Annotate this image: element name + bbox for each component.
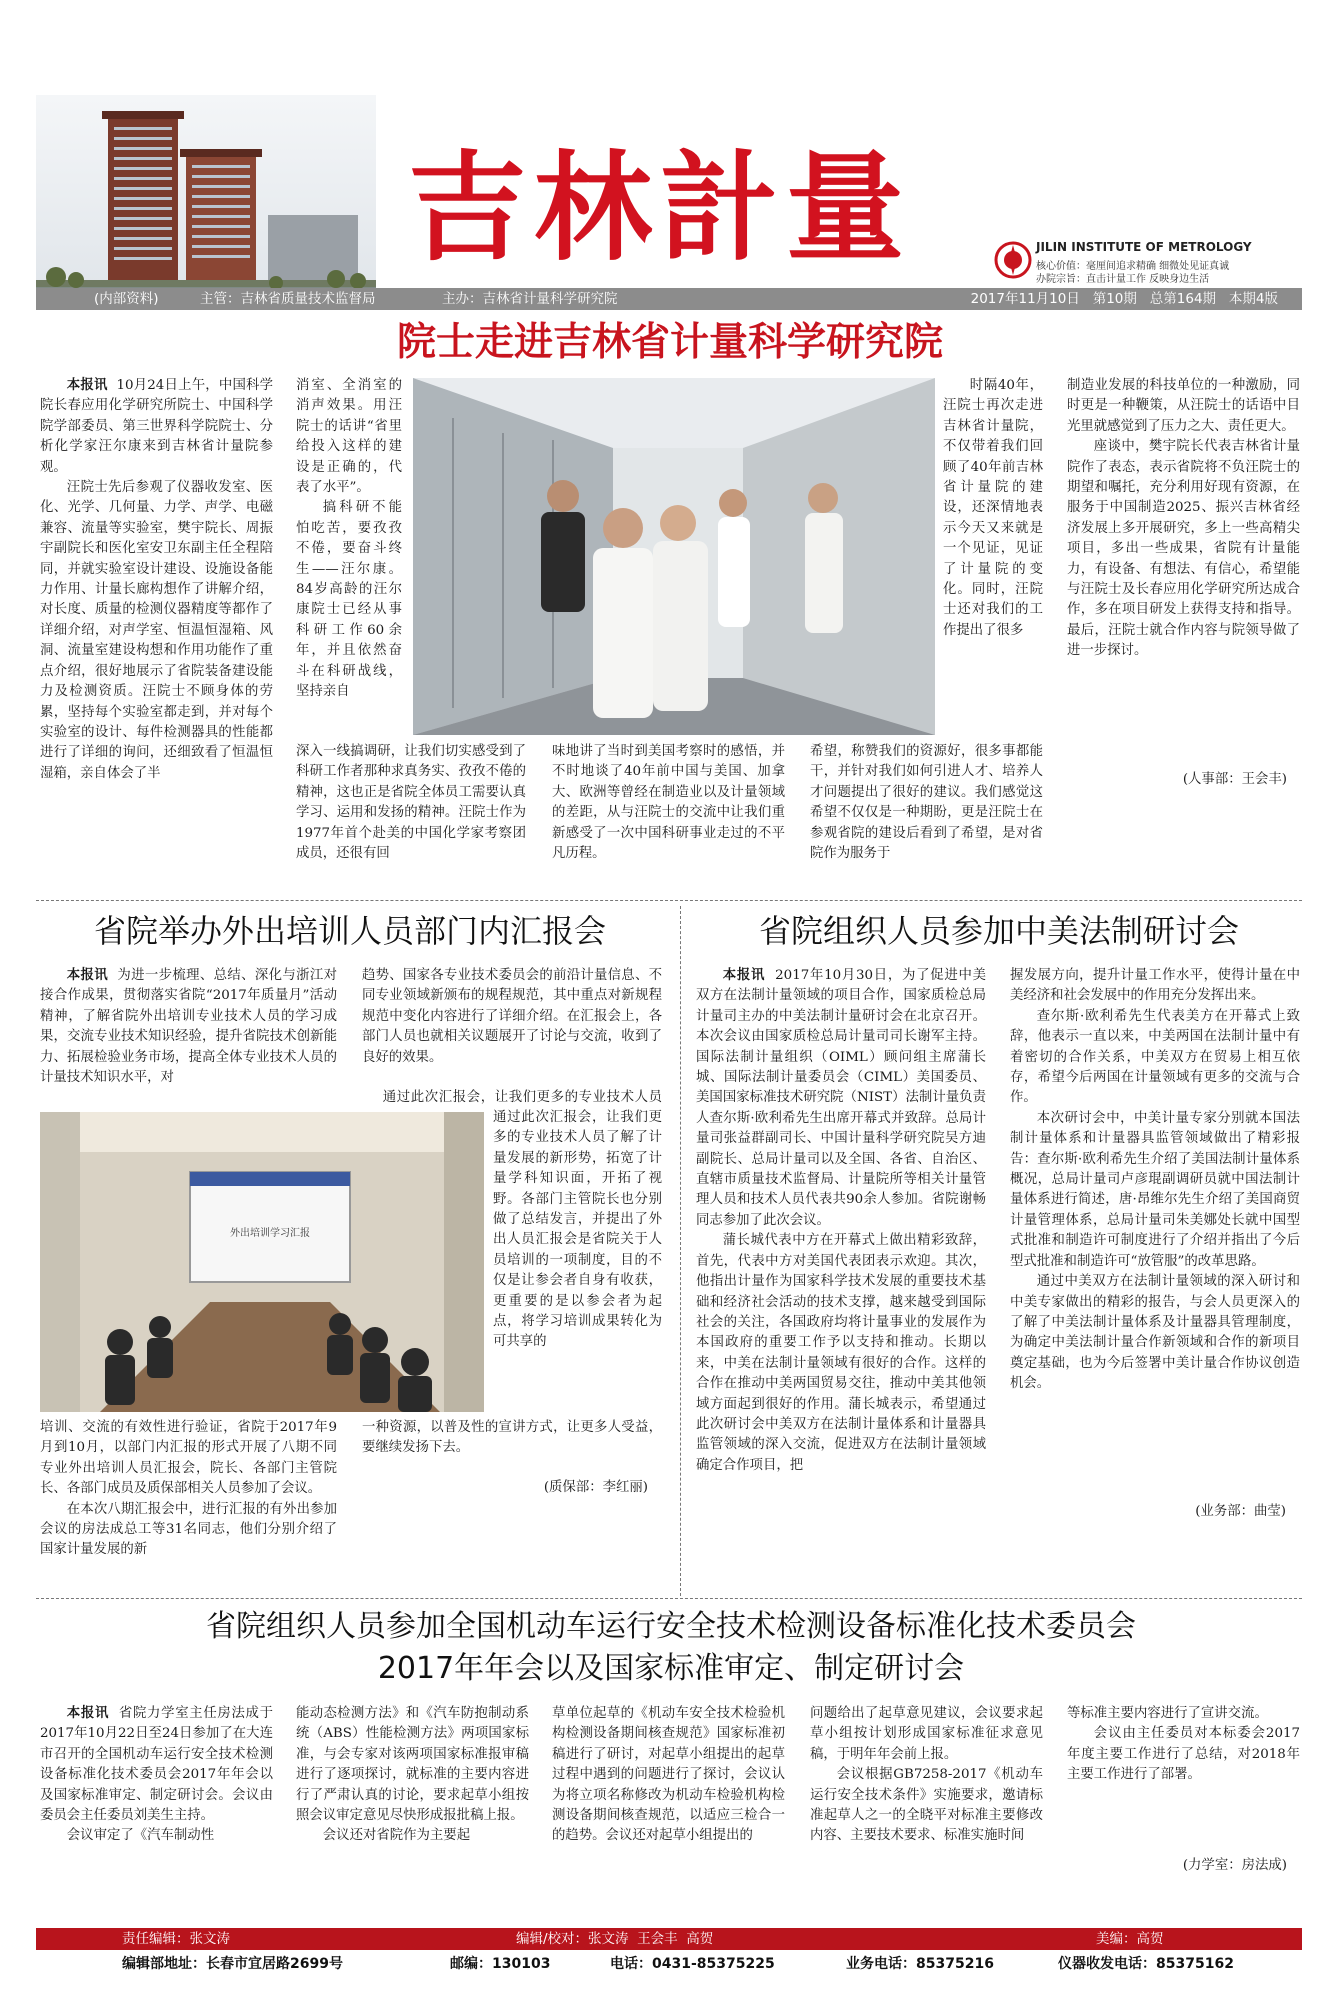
article4-col1-p1: 省院力学室主任房法成于2017年10月22日至24日参加了在大连市召开的全国机动车运行安全技术检测设备标准化技术委员会2017年年会以及国家标准审定、制定研讨会。会议由委员会主任委员刘美生主持。: [40, 1706, 273, 1824]
article1-col1-p2: 汪院士先后参观了仪器收发室、医化、光学、几何量、力学、声学、电磁兼容、流量等实验室，樊宇院长、周振宇副院长和医化室安卫东副主任全程陪同，并就实验室设计建设、设施设备能力作用、计量长廊构想作了讲解介绍，对长度、质量的检测仪器精度等都作了详细介绍，对声学室、恒温恒湿箱、风洞、流量室建设构想和作用功能作了重点介绍，很好地展示了省院装备建设能力及检测资质。汪院士不顾身体的劳累，坚持每个实验室都走到，并对每个实验室的设计、每件检测器具的性能都进行了详细的询问，还细致看了恒温恒湿箱，亲自体会了半: [40, 480, 273, 781]
article1-col2-bottom: [296, 742, 526, 892]
article2-col2-p2: 通过此次汇报会，让我们更多的专业技术人员了解了计量发展的新形势，拓宽了计量学科知识面，开拓了视野。各部门主管院长也分别做了总结发言，并提出了外出人员汇报会是省院关于人员培训的一项制度，目的不仅是让参会者自身有收获，更重要的是以参会者为起点，将学习培训成果转化为可共享的: [493, 1110, 662, 1350]
article4-signature: (力学室：房法成): [1182, 1858, 1287, 1873]
article1-title: 院士走进吉林省计量科学研究院: [396, 320, 943, 365]
article1-col5: [1067, 376, 1300, 766]
article4-col3: [552, 1704, 785, 1928]
article1-col4-right-text: 时隔40年，汪院士再次走进吉林省计量院，不仅带着我们回顾了40年前吉林省计量院的建设，还深情地表示今天又来就是一个见证，见证了计量院的变化。同时，汪院士还对我们的工作提出了很多: [943, 378, 1043, 638]
article2-col2-top: [362, 966, 662, 1086]
article4-col4: [810, 1704, 1043, 1928]
article2-col1: [40, 966, 337, 1106]
article1-lead: 本报讯: [66, 378, 108, 393]
article1-col2-bottom-text: 深入一线搞调研，让我们切实感受到了科研工作者那种求真务实、孜孜不倦的精神，这也正是省院全体员工需要认真学习、运用和发扬的精神。汪院士作为1977年首个赴美的中国化学家考察团成员，还很有回: [296, 744, 526, 862]
article1-col4-bottom: [810, 742, 1043, 892]
article3-title: 省院组织人员参加中美法制研讨会: [758, 912, 1239, 950]
postcode: 邮编：130103: [450, 1956, 551, 1972]
institute-english-name: JILIN INSTITUTE OF METROLOGY: [1036, 240, 1252, 254]
slide-title: 外出培训学习汇报: [230, 1228, 310, 1239]
article4-col1: [40, 1704, 273, 1928]
article1-col3-bottom-text: 味地讲了当时到美国考察时的感悟，并不时地谈了40年前中国与美国、加拿大、欧洲等曾经在制造业以及计量领域的差距，从与汪院士的交流中让我们重新感受了一次中国科研事业走过的不平凡历程。: [552, 744, 785, 862]
article1-col2-top: [296, 376, 402, 740]
column-divider: [680, 906, 681, 1596]
article3-col2-p2: 查尔斯·欧利希先生代表美方在开幕式上致辞，他表示一直以来，中美两国在法制计量中有着密切的合作关系，中美双方在贸易上相互依存，希望今后两国在计量领域有更多的交流与合作。: [1010, 1008, 1300, 1106]
article4-col5-p2: 会议由主任委员对本标委会2017年度主要工作进行了总结，对2018年主要工作进行了部署。: [1067, 1726, 1300, 1783]
info-bar: [36, 288, 1302, 310]
article2-lead: 本报讯: [66, 968, 109, 983]
article2-col1-bottom-text: 培训、交流的有效性进行验证，省院于2017年9月到10月，以部门内汇报的形式开展了八期不同专业外出培训人员汇报会，院长、各部门主管院长、各部门成员及质保部相关人员参加了会议。: [40, 1420, 337, 1497]
article2-title: 省院举办外出培训人员部门内汇报会: [93, 912, 606, 950]
business-phone: 业务电话：85375216: [846, 1956, 994, 1972]
section-divider-2: [36, 1598, 1302, 1599]
article4-col2-p1: 能动态检测方法》和《汽车防抱制动系统（ABS）性能检测方法》两项国家标准，与会专家对该两项国家标准报审稿进行了逐项探讨，就标准的主要内容进行了严肃认真的讨论，要求起草小组按照会议审定意见尽快形成报批稿上报。: [296, 1706, 529, 1824]
article2-col1-p3: 在本次八期汇报会中，进行汇报的有外出参加会议的房法成总工等31名同志，他们分别介绍了国家计量发展的新: [40, 1501, 337, 1558]
article2-col2-side: [493, 1108, 662, 1408]
article1-col2-p2: 搞科研不能怕吃苦，要孜孜不倦，要奋斗终生——汪尔康。84岁高龄的汪尔康院士已经从事科研工作60余年，并且依然奋斗在科研战线，坚持亲自: [296, 500, 402, 700]
footer-contact-bar: [36, 1952, 1302, 1976]
article1-col3-bottom: [552, 742, 785, 892]
article4-col4-p1: 问题给出了起草意见建议，会议要求起草小组按计划形成国家标准征求意见稿，于明年年会前上报。: [810, 1706, 1043, 1762]
footer-credits-bar: [36, 1928, 1302, 1950]
article4-title-line1: 省院组织人员参加全国机动车运行安全技术检测设备标准化技术委员会: [206, 1609, 1136, 1644]
phone-number: 电话：0431-85375225: [610, 1956, 775, 1972]
article3-col2-p3: 本次研讨会中，中美计量专家分别就本国法制计量体系和计量器具监管领域做出了精彩报告：查尔斯·欧利希先生介绍了美国法制计量体系概况，总局计量司卢彦琨副调研员就中国法制计量体系进行简述，唐·昂维尔先生介绍了美国商贸计量管理体系，总局计量司朱美娜处长就中国型式批准和制造许可制度进行了介绍并指出了今后型式批准和制造许可“放管服”的改革思路。: [1010, 1110, 1300, 1269]
report-meeting-photo: [40, 1112, 484, 1412]
organizer-label: 主办：吉林省计量科学研究院: [442, 291, 618, 307]
article3-col2-p1: 握发展方向，提升计量工作水平，使得计量在中美经济和社会发展中的作用充分发挥出来。: [1010, 968, 1300, 1004]
motto-line-2: 办院宗旨：直击计量工作 反映身边生活: [1036, 274, 1210, 285]
article1-col5-p2: 座谈中，樊宇院长代表吉林省计量院作了表态，表示省院将不负汪院士的期望和嘱托，充分利用好现有资源，在服务于中国制造2025、振兴吉林省经济发展上多开展研究，多上一些高精尖项目，多出一些成果，省院有计量能力，有设备、有想法、有信心，希望能与汪院士及长春应用化学研究所达成合作，多在项目研发上获得支持和指导。最后，汪院士就合作内容与院领导做了进一步探讨。: [1067, 439, 1300, 659]
internal-label: (内部资料): [94, 291, 159, 307]
article1-signature: (人事部：王会丰): [1182, 772, 1287, 787]
article3-col1-p2: 蒲长城代表中方在开幕式上做出精彩致辞，首先，代表中方对美国代表团表示欢迎。其次，他指出计量作为国家科学技术发展的重要技术基础和经济社会活动的技术支撑，越来越受到国际社会的关注，各国政府均将计量事业的发展作为本国政府的重要工作予以支持和推动。长期以来，中美在法制计量领域有很好的合作。这样的合作在推动中美两国贸易交往，推动中美其他领域方面起到很好的作用。蒲长城表示，希望通过此次研讨会中美双方在法制计量体系和计量器具监管领域的深入交流，促进双方在法制计量领域确定合作项目，把: [696, 1233, 986, 1473]
newspaper-title: 吉林計量: [408, 138, 913, 277]
article4-col1-p2: 会议审定了《汽车制动性: [66, 1828, 215, 1844]
institute-building-image: [36, 95, 376, 310]
article2-col1-p1: 为进一步梳理、总结、深化与浙江对接合作成果，贯彻落实省院“2017年质量月”活动精神，了解省院外出培训专业技术人员的学习成果，交流专业技术知识经验，提升省院技术创新能力、拓展检验业务市场，提高全体专业技术人员的计量技术知识水平，对: [40, 968, 337, 1086]
article3-col1: [696, 966, 986, 1586]
responsible-editor: 责任编辑：张文涛: [122, 1931, 230, 1947]
article4-col5-p1: 等标准主要内容进行了宣讲交流。: [1067, 1706, 1268, 1721]
article3-signature: (业务部：曲莹): [1195, 1504, 1286, 1519]
article2-col2-bottom: [362, 1418, 662, 1462]
article4-col4-p2: 会议根据GB7258-2017《机动车运行安全技术条件》实施要求，邀请标准起草人之一的全晓平对标准主要修改内容、主要技术要求、标准实施时间: [810, 1767, 1043, 1844]
article4-col5: [1067, 1704, 1300, 1854]
article1-col2-top-text: 消室、全消室的消声效果。用汪院士的话讲“省里给投入这样的建设是正确的，代表了水平”。: [296, 378, 402, 496]
article2-col2-mid: [356, 1088, 662, 1108]
article2-col1-bottom: [40, 1418, 337, 1586]
instrument-phone: 仪器收发电话：85375162: [1058, 1956, 1234, 1972]
proofreaders: 编辑/校对：张文涛 王会丰 高贺: [516, 1931, 714, 1947]
masthead: [36, 95, 1302, 310]
art-editor: 美编：高贺: [1096, 1931, 1164, 1947]
article3-col2: [1010, 966, 1300, 1484]
article3-col2-p4: 通过中美双方在法制计量领域的深入研讨和中美专家做出的精彩的报告，与会人员更深入的了解了中美法制计量体系及计量器具管理制度，为确定中美法制计量合作新领域和合作的新项目奠定基础，也为今后签署中美计量合作协议创造机会。: [1010, 1274, 1300, 1392]
article2-signature: (质保部：李红丽): [543, 1480, 648, 1495]
article1-col4-bottom-text: 希望，称赞我们的资源好，很多事都能干，并针对我们如何引进人才、培养人才问题提出了很好的建议。我们感觉这希望不仅仅是一种期盼，更是汪院士在参观省院的建设后看到了希望，是对省院作为服务于: [810, 744, 1043, 862]
academician-visit-photo: [413, 378, 935, 735]
article2-col2-bottom-text: 一种资源，以普及性的宣讲方式，让更多人受益，要继续发扬下去。: [362, 1420, 662, 1456]
article3-col1-p1: 2017年10月30日，为了促进中美双方在法制计量领域的项目合作，国家质检总局计量司主办的中美法制计量研讨会在北京召开。本次会议由国家质检总局计量司司长谢军主持。国际法制计量组织（OIML）顾问组主席蒲长城、国际法制计量委员会（CIML）美国委员、美国国家标准技术研究院（NIST）法制计量负责人查尔斯·欧利希先生出席开幕式并致辞。总局计量司张益群副司长、中国计量科学研究院吴方迪副院长、总局计量司以及全国、各省、自治区、直辖市质量技术监督局、计量院所等相关计量管理人员和技术人员代表共90余人参加。省院谢畅同志参加了此次会议。: [696, 968, 986, 1228]
article4-col2-p2: 会议还对省院作为主要起: [322, 1828, 471, 1844]
article2-col2-p1: 趋势、国家各专业技术委员会的前沿计量信息、不同专业领域新颁布的规程规范，其中重点对新规程规范中变化内容进行了详细介绍。在汇报会上，各部门人员也就相关议题展开了讨论与交流，收到了良好的效果。: [362, 968, 662, 1065]
institute-logo-icon: [994, 241, 1032, 279]
article4-title-line2: 2017年年会以及国家标准审定、制定研讨会: [377, 1651, 965, 1686]
article1-col5-p1: 制造业发展的科技单位的一种激励，同时更是一种鞭策，从汪院士的话语中目光里就感觉到了压力之大、责任更大。: [1067, 378, 1300, 434]
section-divider: [36, 900, 1302, 901]
article1-col1-p1: 10月24日上午，中国科学院长春应用化学研究所院士、中国科学院学部委员、第三世界科学院院士、分析化学家汪尔康来到吉林省计量院参观。: [40, 378, 273, 475]
sponsor-label: 主管：吉林省质量技术监督局: [200, 291, 376, 307]
motto-line-1: 核心价值：毫厘间追求精确 细微处见证真诚: [1036, 261, 1230, 272]
article3-lead: 本报讯: [722, 968, 766, 983]
issue-info: 2017年11月10日 第10期 总第164期 本期4版: [970, 291, 1278, 307]
article2-col2-p2-lead: 通过此次汇报会，让我们更多的专业技术人员: [382, 1090, 662, 1105]
article4-col3-p1: 草单位起草的《机动车安全技术检验机构检测设备期间核查规范》国家标准初稿进行了研讨，对起草小组提出的起草过程中遇到的问题进行了探讨，会议认为将立项名称修改为机动车检验机构检测设备期间核查规范，以适应三检合一的趋势。会议还对起草小组提出的: [552, 1706, 785, 1844]
editorial-address: 编辑部地址：长春市宜居路2699号: [122, 1956, 343, 1972]
article4-lead: 本报讯: [66, 1706, 110, 1721]
article4-col2: [296, 1704, 529, 1928]
article1-col1: [40, 376, 273, 892]
article1-col4-right: [943, 376, 1043, 740]
